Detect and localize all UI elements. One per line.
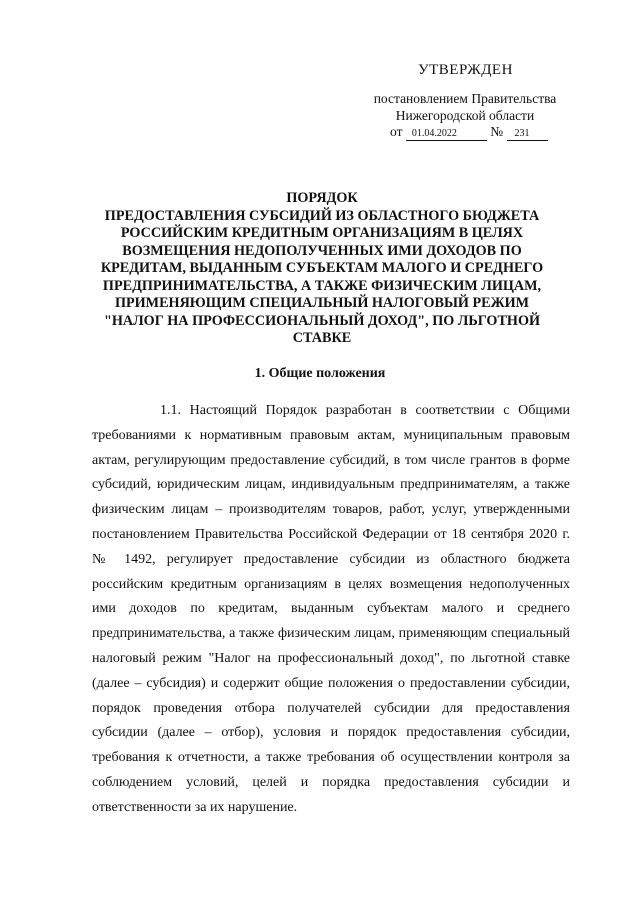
decree-reference [360,90,570,124]
title-line-1: ПОРЯДОК [286,190,358,206]
section-heading: 1. Общие положения [254,366,386,381]
decree-number: 231 [507,128,548,141]
decree-date: 01.04.2022 [406,128,487,141]
decree-date-number [390,124,548,141]
document-title [90,190,554,348]
approval-stamp-heading: УТВЕРЖДЕН [418,62,513,78]
decree-line-2: Нижегородской области [395,108,535,123]
number-label: № [490,124,504,139]
paragraph-1-1: 1.1. Настоящий Порядок разработан в соответствии с Общими требованиями к нормативным правовым актам, муниципальным правовым актам, регулирующим предоставление субсидий, в том числе грантов в форме субсидий, юридическим лицам, индивидуальным предпринимателям, а также физическим лицам – производителям товаров, работ, услуг, утвержденными постановлением Правительства Российской Федерации от 18 сентября 2020 г. № 1492, регулирует предоставление субсидии из областного бюджета российским кредитным организациям в целях возмещения недополученных ими доходов по кредитам, выданным субъектам малого и среднего предпринимательства, а также физическим лицам, применяющим специальный налоговый режим "Налог на профессиональный доход", по льготной ставке (далее – субсидия) и содержит общие положения о предоставлении субсидии, порядок проведения отбора получателей субсидии для предоставления субсидии (далее – отбор), условия и порядок предоставления субсидии, требования к отчетности, а также требования об осуществлении контроля за соблюдением условий, целей и порядка предоставления субсидии и ответственности за их нарушение. [92,403,570,815]
title-line-2: ПРЕДОСТАВЛЕНИЯ СУБСИДИЙ ИЗ ОБЛАСТНОГО БЮДЖЕТА РОССИЙСКИМ КРЕДИТНЫМ ОРГАНИЗАЦИЯМ В ЦЕЛЯХ ВОЗМЕЩЕНИЯ НЕДОПОЛУЧЕННЫХ ИМИ ДОХОДОВ ПО КРЕДИТАМ, ВЫДАННЫМ СУБЪЕКТАМ МАЛОГО И СРЕДНЕГО ПРЕДПРИНИМАТЕЛЬСТВА, А ТАКЖЕ ФИЗИЧЕСКИМ ЛИЦАМ, ПРИМЕНЯЮЩИМ СПЕЦИАЛЬНЫЙ НАЛОГОВЫЙ РЕЖИМ "НАЛОГ НА ПРОФЕССИОНАЛЬНЫЙ ДОХОД", ПО ЛЬГОТНОЙ СТАВКЕ [100,207,544,346]
from-label: от [390,124,403,139]
decree-line-1: постановлением Правительства [373,91,557,106]
